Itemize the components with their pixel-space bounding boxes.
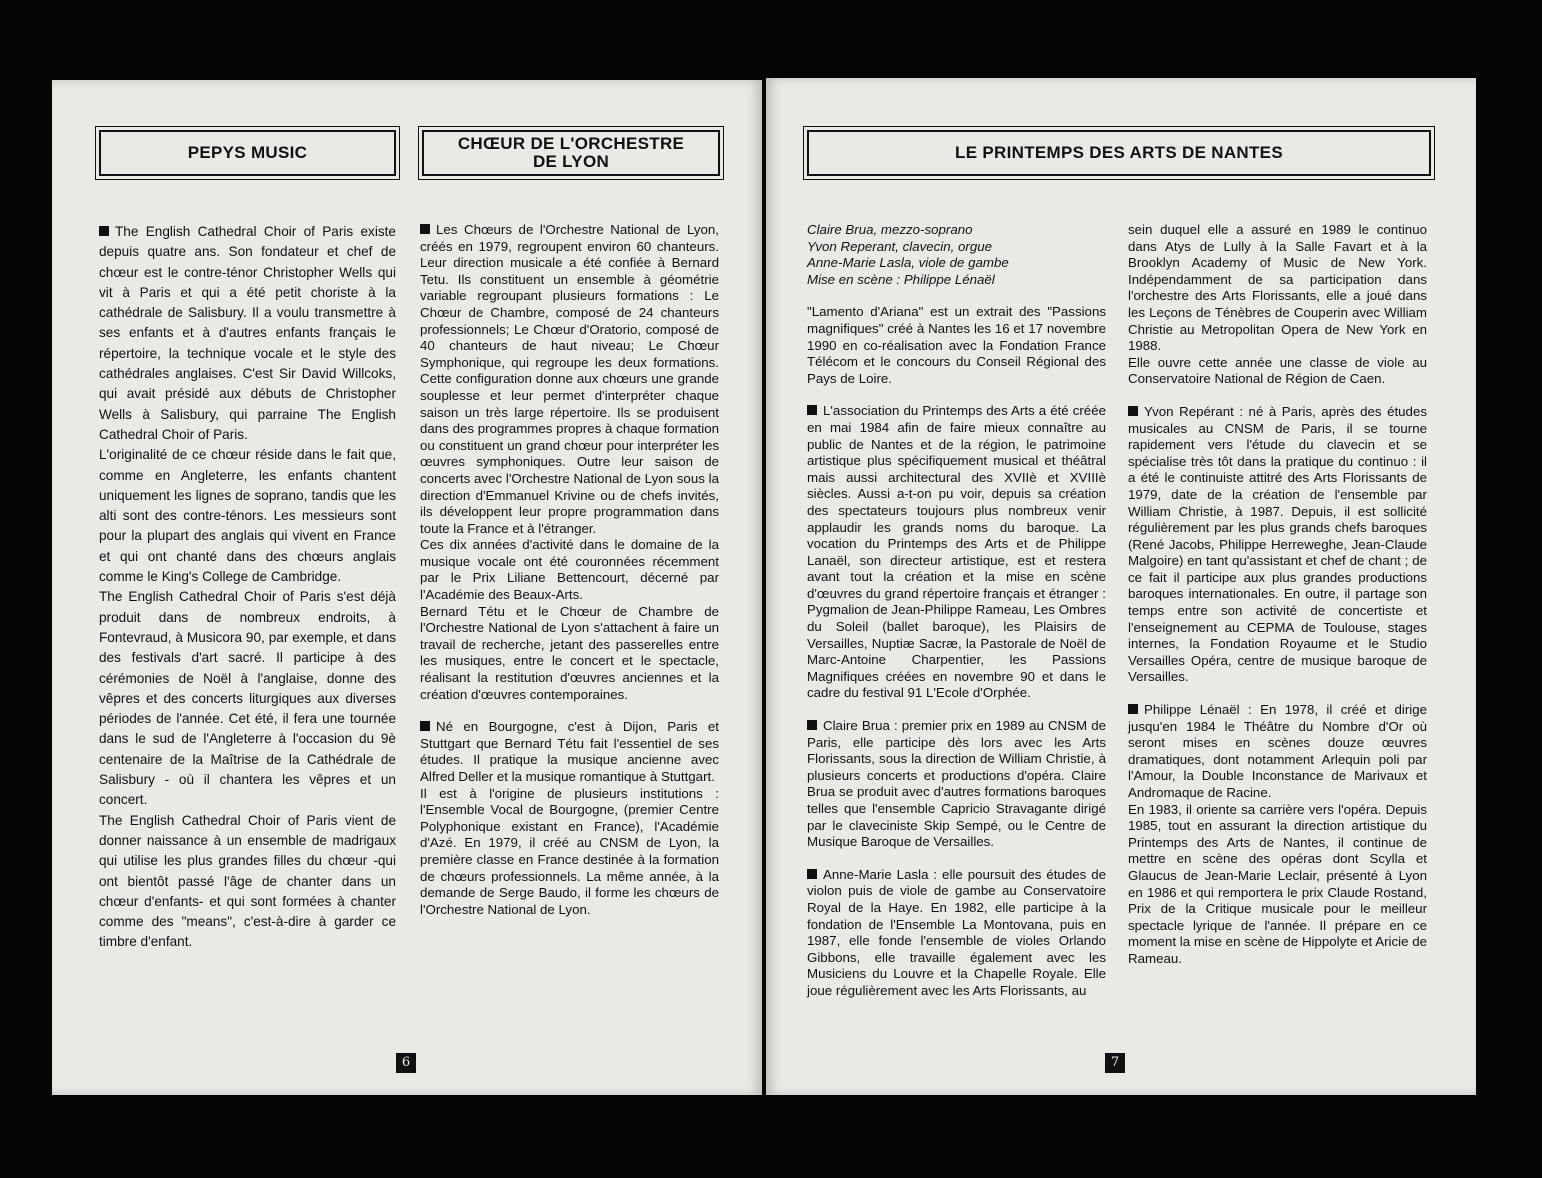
page-number: 7	[1105, 1053, 1125, 1073]
bullet-square-icon	[420, 224, 430, 234]
bullet-square-icon	[420, 721, 430, 731]
paragraph: The English Cathedral Choir of Paris s'est déjà produit dans de nombreux endroits, à Fontevraud, à Musicora 90, par exemple, et dans des festivals d'art sacré. Il participe à des cérémonies de Noël à l'anglaise, donne des vêpres et des concerts liturgiques aux diverses périodes de l'année. Cet été, il fera une tournée dans le sud de l'Angleterre à l'occasion du 9è centenaire de la Maîtrise de la Cathédrale de Salisbury - où il chantera les vêpres et un concert.	[99, 589, 396, 808]
right-page	[766, 78, 1476, 1095]
bullet-square-icon	[99, 226, 109, 236]
paragraph: Philippe Lénaël : En 1978, il créé et dirige jusqu'en 1984 le Théâtre du Nombre d'Or où seront mises en scènes douze œuvres dramatiques, dont notamment Arlequin poli par l'Amour, la Double Inconstance de Marivaux et Andromaque de Racine.	[1128, 702, 1427, 800]
credit-line: Anne-Marie Lasla, viole de gambe	[807, 255, 1009, 271]
page-number: 6	[396, 1053, 416, 1073]
paragraph: sein duquel elle a assuré en 1989 le continuo dans Atys de Lully à la Salle Favart et à la Brooklyn Academy of Music de New York. Indépendamment de sa participation dans l'orchestre des Arts Florissants, elle a joué dans les Leçons de Ténèbres de Couperin avec William Christie au Metropolitan Opera de New York en 1988.	[1128, 222, 1427, 354]
bullet-square-icon	[1128, 406, 1138, 416]
paragraph: L'originalité de ce chœur réside dans le fait que, comme en Angleterre, les enfants chantent uniquement les lignes de soprano, tandis que les alti sont des contre-ténors. Les messieurs sont pour la plupart des anglais qui vivent en France et qui ont chanté dans des chœurs anglais comme le King's College de Cambridge.	[99, 447, 396, 585]
paragraph: "Lamento d'Ariana" est un extrait des "Passions magnifiques" créé à Nantes les 16 et 17 novembre 1990 en co-réalisation avec la Fondation France Télécom et le concours du Conseil Régional des Pays de Loire.	[807, 304, 1106, 386]
bullet-square-icon	[807, 869, 817, 879]
credit-line: Yvon Reperant, clavecin, orgue	[807, 238, 993, 254]
pepys-music-column	[99, 222, 396, 953]
paragraph: The English Cathedral Choir of Paris existe depuis quatre ans. Son fondateur et chef de chœur est le contre-ténor Christopher Wells qui vit à Paris et qui a été petit choriste à la cathédrale de Salisbury. Il a voulu transmettre à ses enfants et à d'autres enfants français le répertoire, la technique vocale et le style des cathédrales anglaises. C'est Sir David Willcoks, qui avait présidé aux débuts de Christopher Wells à Salisbury, qui parraine The English Cathedral Choir of Paris.	[99, 224, 396, 442]
paragraph: Anne-Marie Lasla : elle poursuit des études de violon puis de viole de gambe au Conservatoire Royal de la Haye. En 1982, elle participe à la fondation de l'Ensemble La Montovana, puis en 1987, elle fonde l'ensemble de violes Orlando Gibbons, elle travaille également avec les Musiciens du Louvre et la Chapelle Royale. Elle joue régulièrement avec les Arts Florissants, au	[807, 866, 1106, 998]
paragraph: Claire Brua : premier prix en 1989 au CNSM de Paris, elle participe dès lors avec les Arts Florissants, sous la direction de William Christie, à plusieurs concerts et productions d'opéra. Claire Brua se produit avec d'autres formations baroques telles que l'ensemble Capricio Stravagante dirigé par le claveciniste Skip Sempé, ou le Centre de Musique Baroque de Versailles.	[807, 718, 1106, 850]
pepys-music-heading	[99, 130, 396, 176]
paragraph: Bernard Tétu et le Chœur de Chambre de l'Orchestre National de Lyon s'attachent à faire un travail de recherche, jetant des passerelles entre les musiques, entre le concert et le spectacle, réalisant la restitution d'œuvres anciennes et la création d'œuvres contemporaines.	[420, 603, 719, 702]
heading-line-2: DE LYON	[532, 152, 610, 171]
heading-text: LE PRINTEMPS DES ARTS DE NANTES	[955, 143, 1283, 162]
printemps-arts-heading	[807, 130, 1431, 176]
bullet-square-icon	[807, 405, 817, 415]
credit-line: Mise en scène : Philippe Lénaël	[807, 271, 995, 287]
heading-text: PEPYS MUSIC	[187, 143, 308, 162]
choeur-lyon-heading	[422, 130, 720, 176]
bullet-square-icon	[807, 720, 817, 730]
printemps-column-2	[1128, 222, 1427, 968]
paragraph: L'association du Printemps des Arts a été créée en mai 1984 afin de faire mieux connaître au public de Nantes et de la région, le patrimoine artistique plus spécifiquement musical et théâtral mais aussi architectural des XVIIè et XVIIIè siècles. Aussi a-t-on pu voir, depuis sa création des spectateurs toujours plus nombreux venir applaudir les grands noms du baroque. La vocation du Printemps des Arts et de Philippe Lanaël, son directeur artistique, est et restera avant tout la création et la mise en scène d'œuvres du grand répertoire français et étranger : Pygmalion de Jean-Philippe Rameau, Les Ombres du Soleil (ballet baroque), les Plaisirs de Versailles, Nuptiæ Sacræ, la Pastorale de Noël de Marc-Antoine Charpentier, les Passions Magnifiques créées en novembre 90 et dans le cadre du festival 91 L'Ecole d'Orphée.	[807, 403, 1106, 701]
paragraph: Ces dix années d'activité dans le domaine de la musique vocale ont été couronnées récemment par le Prix Liliane Bettencourt, décerné par l'Académie des Beaux-Arts.	[420, 537, 719, 603]
paragraph: Il est à l'origine de plusieurs institutions : l'Ensemble Vocal de Bourgogne, (premier Centre Polyphonique existant en France), l'Académie d'Azé. En 1979, il créé au CNSM de Lyon, la première classe en France destinée à la formation de chœurs professionnels. La même année, à la demande de Serge Baudo, il forme les chœurs de l'Orchestre National de Lyon.	[420, 785, 719, 917]
paragraph: Les Chœurs de l'Orchestre National de Lyon, créés en 1979, regroupent environ 60 chanteurs. Leur direction musicale a été confiée à Bernard Tetu. Ils constituent un ensemble à géométrie variable regroupant plusieurs formations : Le Chœur de Chambre, composé de 24 chanteurs professionnels; Le Chœur d'Oratorio, composé de 40 chanteurs de haut niveau; Le Chœur Symphonique, qui regroupe les deux formations. Cette configuration donne aux chœurs une grande souplesse et leur permet d'interpréter chaque saison un très large répertoire. Ils se produisent dans des programmes propres à chaque formation ou constituent un grand chœur pour interpréter les œuvres symphoniques. Outre leur saison de concerts avec l'Orchestre National de Lyon sous la direction d'Emmanuel Krivine ou de chefs invités, ils développent leur propre programmation dans toute la France et à l'étranger.	[420, 222, 719, 536]
paragraph: Elle ouvre cette année une classe de viole au Conservatoire National de Région de Caen.	[1128, 354, 1427, 387]
paragraph: Yvon Repérant : né à Paris, après des études musicales au CNSM de Paris, il se tourne rapidement vers l'étude du clavecin et se spécialise très tôt dans la pratique du continuo : il a été le continuiste attitré des Arts Florissants de 1979, date de la création de l'ensemble par William Christie, à 1987. Depuis, il est sollicité régulièrement par les plus grands chefs baroques (René Jacobs, Philippe Herreweghe, Jean-Claude Malgoire) en tant qu'assistant et chef de chant ; de ce fait il participe aux plus grandes productions baroques internationales. En outre, il partage son temps entre son activité de concertiste et l'enseignement au CEPMA de Toulouse, stages internes, la Fondation Royaume et le Studio Versailles Opéra, centre de musique baroque de Versailles.	[1128, 403, 1427, 685]
choeur-lyon-column	[420, 222, 719, 918]
paragraph: En 1983, il oriente sa carrière vers l'opéra. Depuis 1985, tout en assurant la direction artistique du Printemps des Arts de Nantes, il continue de mettre en scène des opéras dont Scylla et Glaucus de Jean-Marie Leclair, présenté à Lyon en 1986 et qui remportera le prix Claude Rostand, Prix de la Critique musicale pour le meilleur spectacle lyrique de l'année. Il prépare en ce moment la mise en scène de Hippolyte et Aricie de Rameau.	[1128, 801, 1427, 966]
paragraph: The English Cathedral Choir of Paris vient de donner naissance à un ensemble de madrigaux qui utilise les plus grandes filles du chœur -qui ont bientôt passé l'âge de chanter dans un chœur d'enfants- et qui sont formées à chanter comme des "means", c'est-à-dire à garder ce timbre d'enfant.	[99, 812, 396, 950]
heading-line-1: CHŒUR DE L'ORCHESTRE	[457, 134, 685, 153]
bullet-square-icon	[1128, 704, 1138, 714]
paragraph: Né en Bourgogne, c'est à Dijon, Paris et Stuttgart que Bernard Tétu fait l'essentiel de ses études. Il pratique la musique ancienne avec Alfred Deller et la musique romantique à Stuttgart.	[420, 719, 719, 784]
credit-line: Claire Brua, mezzo-soprano	[807, 222, 973, 237]
left-page	[52, 80, 762, 1095]
printemps-column-1	[807, 222, 1106, 1000]
